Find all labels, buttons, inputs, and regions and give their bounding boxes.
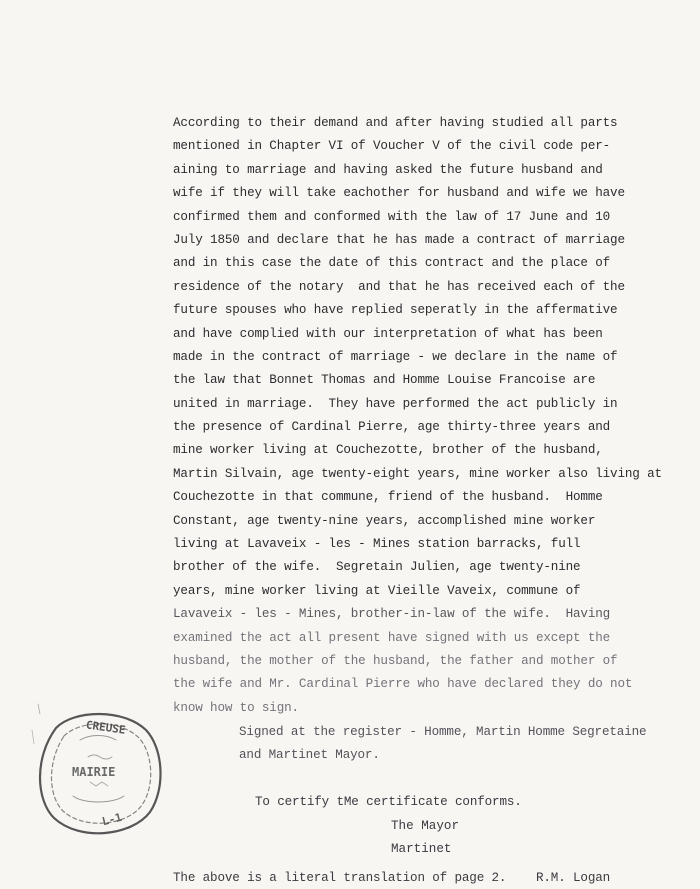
mayor-name: Martinet: [391, 842, 452, 856]
body-line: future spouses who have replied seperatly in the affermative: [173, 303, 618, 318]
stamp-bottom-text: L-1: [100, 810, 124, 829]
body-line: Constant, age twenty-nine years, accomplished mine worker: [173, 513, 596, 528]
body-line: examined the act all present have signed with us except the: [173, 630, 611, 645]
body-line: husband, the mother of the husband, the father and mother of: [173, 653, 618, 668]
mayor-title: The Mayor: [391, 819, 460, 833]
body-line: and have complied with our interpretation of what has been: [173, 326, 603, 341]
certify-statement: To certify tMe certificate conforms.: [255, 795, 522, 809]
body-line: residence of the notary and that he has received each of the: [173, 279, 625, 294]
body-line: aining to marriage and having asked the future husband and: [173, 162, 603, 177]
body-line: Lavaveix - les - Mines, brother-in-law of the wife. Having: [173, 607, 611, 622]
body-line: the wife and Mr. Cardinal Pierre who have declared they do not: [173, 677, 633, 692]
stamp-middle-text: MAIRIE: [72, 765, 116, 779]
certificate-body: [173, 112, 693, 720]
body-line: mine worker living at Couchezotte, brother of the husband,: [173, 443, 603, 458]
body-line: wife if they will take eachother for husband and wife we have: [173, 186, 625, 201]
official-seal-stamp: [28, 700, 168, 845]
signature-block: [239, 721, 646, 768]
body-line: know how to sign.: [173, 700, 299, 715]
body-line: Couchezotte in that commune, friend of the husband. Homme: [173, 490, 603, 505]
body-line: united in marriage. They have performed the act publicly in: [173, 396, 618, 411]
body-line: the presence of Cardinal Pierre, age thirty-three years and: [173, 420, 611, 435]
stamp-top-text: CREUSE: [85, 718, 127, 737]
signed-line: Signed at the register - Homme, Martin Homme Segretaine: [239, 725, 647, 739]
signed-line: and Martinet Mayor.: [239, 748, 380, 763]
body-line: living at Lavaveix - les - Mines station barracks, full: [173, 537, 581, 552]
body-line: According to their demand and after having studied all parts: [173, 116, 618, 130]
body-line: the law that Bonnet Thomas and Homme Louise Francoise are: [173, 373, 596, 388]
body-line: July 1850 and declare that he has made a contract of marriage: [173, 232, 625, 247]
body-line: Martin Silvain, age twenty-eight years, mine worker also living at: [173, 466, 662, 481]
body-line: years, mine worker living at Vieille Vaveix, commune of: [173, 583, 581, 598]
body-line: made in the contract of marriage - we declare in the name of: [173, 349, 618, 364]
body-line: brother of the wife. Segretain Julien, age twenty-nine: [173, 560, 581, 575]
translation-note: The above is a literal translation of page 2. R.M. Logan: [173, 871, 611, 885]
body-line: confirmed them and conformed with the law of 17 June and 10: [173, 209, 611, 224]
body-line: and in this case the date of this contract and the place of: [173, 256, 611, 271]
body-line: mentioned in Chapter VI of Voucher V of the civil code per-: [173, 139, 611, 154]
